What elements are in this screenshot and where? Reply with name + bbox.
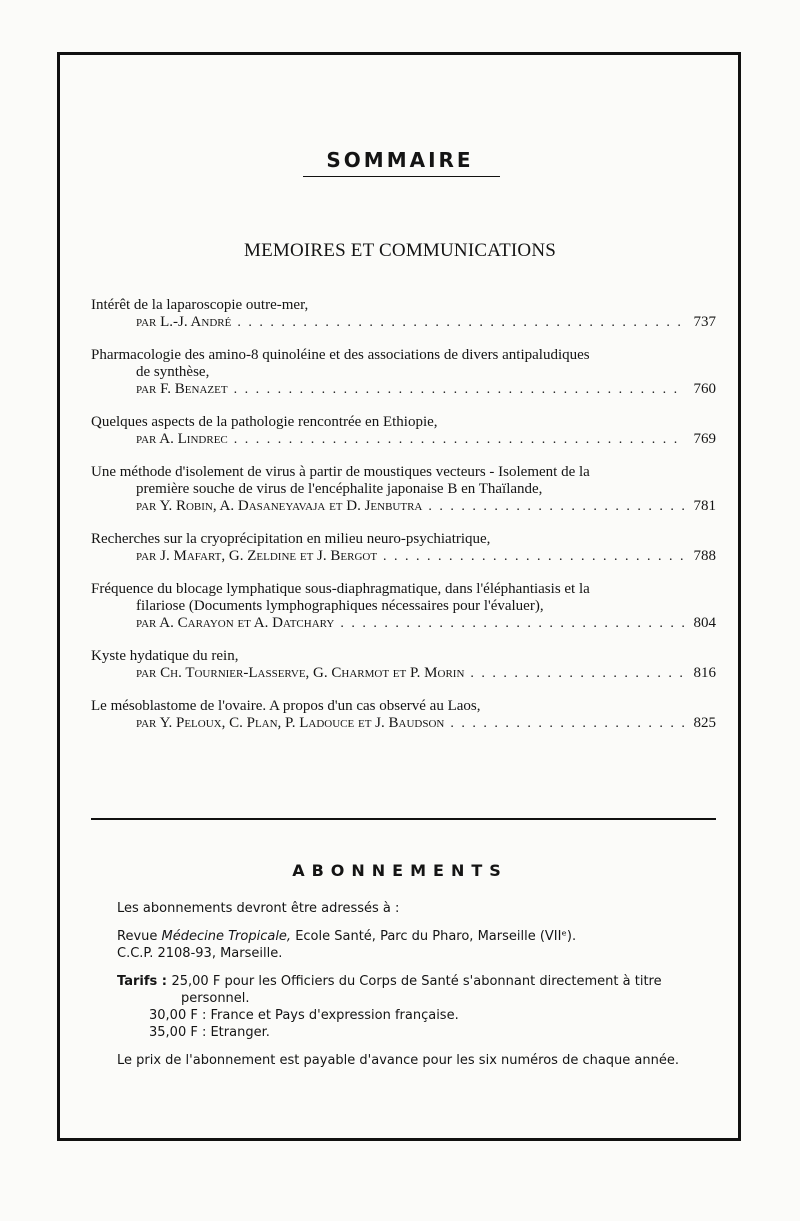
toc-entry <box>91 648 716 682</box>
leader-dots <box>470 665 684 682</box>
entry-authors-line <box>91 381 716 398</box>
toc-entry <box>91 698 716 732</box>
journal-name: Médecine Tropicale, <box>161 929 292 944</box>
subscriptions-intro: Les abonnements devront être adressés à : <box>117 901 400 916</box>
entry-authors: par Y. Peloux, C. Plan, P. Ladouce et J. Baudson <box>136 715 445 731</box>
entry-title: Recherches sur la cryoprécipitation en milieu neuro-psychiatrique, <box>91 531 491 547</box>
leader-dots <box>450 715 684 732</box>
entry-page-number: 737 <box>693 314 716 330</box>
subscriptions-heading: ABONNEMENTS <box>292 861 508 880</box>
toc-list <box>91 297 716 748</box>
leader-dots <box>234 381 684 398</box>
toc-entry <box>91 531 716 565</box>
toc-entry <box>91 464 716 515</box>
leader-dots <box>234 431 684 448</box>
tariff-officers: 25,00 F pour les Officiers du Corps de Santé s'abonnant directement à titre <box>171 974 662 989</box>
section-heading: MEMOIRES ET COMMUNICATIONS <box>243 240 557 261</box>
entry-authors-line <box>91 498 716 515</box>
entry-page-number: 825 <box>693 715 716 731</box>
tariff-officers-cont: personnel. <box>181 991 250 1006</box>
toc-entry <box>91 414 716 448</box>
entry-title: Quelques aspects de la pathologie rencontrée en Ethiopie, <box>91 414 438 430</box>
subscriptions-block <box>117 900 715 1080</box>
leader-dots <box>428 498 684 515</box>
leader-dots <box>237 314 684 331</box>
entry-title-cont: première souche de virus de l'encéphalite japonaise B en Thaïlande, <box>136 481 543 497</box>
entry-authors: par F. Benazet <box>136 381 228 397</box>
entry-page-number: 781 <box>693 498 716 514</box>
entry-page-number: 769 <box>693 431 716 447</box>
toc-entry <box>91 347 716 398</box>
address-rest: Ecole Santé, Parc du Pharo, Marseille (VIIᵉ). <box>291 929 577 944</box>
title-underline <box>303 176 500 177</box>
entry-authors: par Y. Robin, A. Dasaneyavaja et D. Jenbutra <box>136 498 423 514</box>
entry-authors-line <box>91 615 716 632</box>
entry-authors-line <box>91 548 716 565</box>
tariff-france: 30,00 F : France et Pays d'expression française. <box>149 1008 459 1023</box>
entry-title: Une méthode d'isolement de virus à partir de moustiques vecteurs - Isolement de la <box>91 464 590 480</box>
entry-authors: par L.-J. André <box>136 314 232 330</box>
page-title: SOMMAIRE <box>326 148 474 172</box>
toc-entry <box>91 297 716 331</box>
entry-title-cont: de synthèse, <box>136 364 210 380</box>
entry-title: Pharmacologie des amino-8 quinoléine et des associations de divers antipaludiques <box>91 347 590 363</box>
address-prefix: Revue <box>117 929 162 944</box>
entry-authors: par A. Carayon et A. Datchary <box>136 615 335 631</box>
entry-authors: par J. Mafart, G. Zeldine et J. Bergot <box>136 548 378 564</box>
entry-title: Fréquence du blocage lymphatique sous-diaphragmatique, dans l'éléphantiasis et la <box>91 581 590 597</box>
leader-dots <box>340 615 684 632</box>
entry-authors-line <box>91 665 716 682</box>
tariffs-label: Tarifs : <box>117 974 172 989</box>
entry-page-number: 788 <box>693 548 716 564</box>
entry-authors: par A. Lindrec <box>136 431 228 447</box>
entry-authors: par Ch. Tournier-Lasserve, G. Charmot et P. Morin <box>136 665 465 681</box>
tariffs <box>117 973 715 1041</box>
tariff-foreign: 35,00 F : Etranger. <box>149 1025 270 1040</box>
entry-page-number: 760 <box>693 381 716 397</box>
entry-title-cont: filariose (Documents lymphographiques nécessaires pour l'évaluer), <box>136 598 544 614</box>
entry-authors-line <box>91 715 716 732</box>
section-divider <box>91 818 716 820</box>
postal-account: C.C.P. 2108-93, Marseille. <box>117 946 283 961</box>
entry-title: Le mésoblastome de l'ovaire. A propos d'un cas observé au Laos, <box>91 698 481 714</box>
subscriptions-footer: Le prix de l'abonnement est payable d'avance pour les six numéros de chaque année. <box>117 1053 680 1068</box>
entry-page-number: 804 <box>693 615 716 631</box>
entry-authors-line <box>91 314 716 331</box>
leader-dots <box>383 548 684 565</box>
entry-title: Kyste hydatique du rein, <box>91 648 239 664</box>
entry-title: Intérêt de la laparoscopie outre-mer, <box>91 297 309 313</box>
entry-page-number: 816 <box>693 665 716 681</box>
subscriptions-address <box>117 928 715 962</box>
toc-entry <box>91 581 716 632</box>
entry-authors-line <box>91 431 716 448</box>
